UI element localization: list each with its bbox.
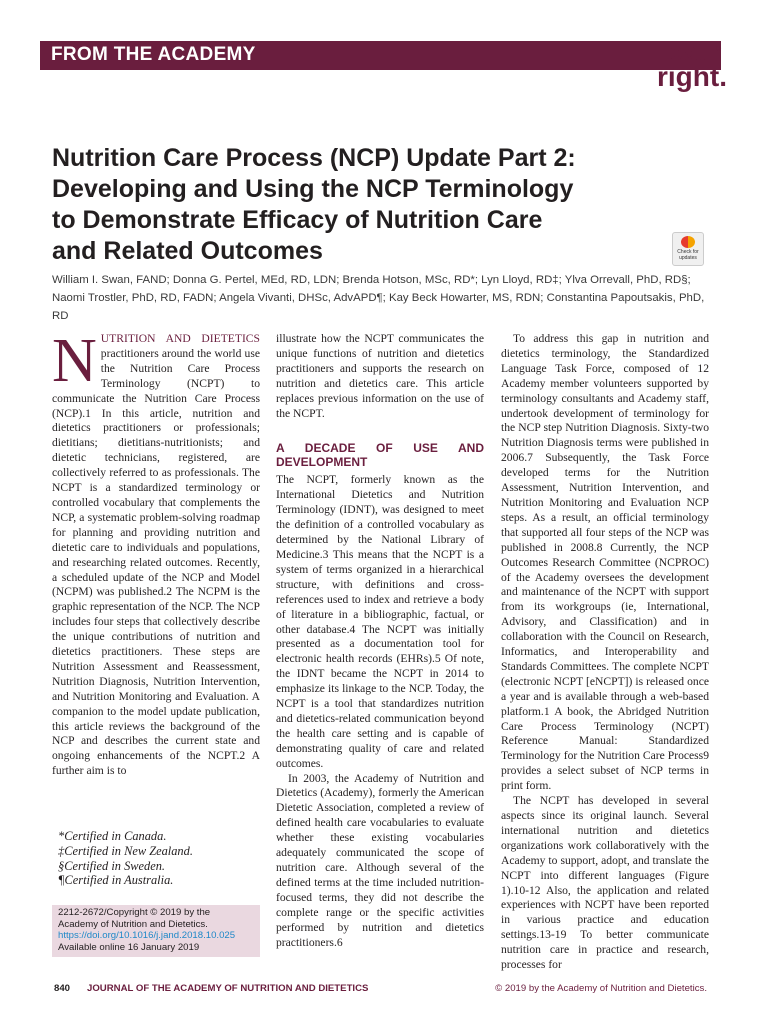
body-column-3 [501, 332, 709, 973]
note-canada: *Certified in Canada. [58, 829, 167, 843]
banner-label: FROM THE ACADEMY [51, 44, 256, 65]
author-list [52, 271, 712, 325]
body-column-2 [276, 332, 484, 950]
logo-bottom-text: right. [657, 61, 727, 92]
section-heading: A DECADE OF USE AND DEVELOPMENT [276, 441, 484, 470]
logo-top-text: eat [669, 38, 706, 66]
copyright-box [52, 905, 260, 957]
doi-link[interactable]: https://doi.org/10.1016/j.jand.2018.10.025 [58, 930, 236, 941]
crossmark-icon [681, 236, 695, 248]
eatright-logo [650, 40, 730, 92]
drop-cap: N [52, 327, 97, 395]
journal-name: JOURNAL OF THE ACADEMY OF NUTRITION AND DIETETICS [87, 983, 369, 994]
column-2-paragraph-1: The NCPT, formerly known as the International Dietetics and Nutrition Terminology (IDNT), was designed to meet the definition of a controlled vocabulary as determined by the National Library of Medicine.3 This means that the NCPT is a system of terms organized in a hierarchical structure, with definitions and cross-references used to index and retrieve a body of literature in a bibliographic, factual, or other database.4 The NCPT was initially presented as a documentation tool for electronic health records (EHRs).5 Of note, the IDNT became the NCPT in 2014 to emphasize its linkage to the NCP. Today, the NCPT is a tool that standardizes nutrition and dietetics-related communication beyond the health care setting and is capable of demonstrating quality of care and related outcomes. [276, 473, 484, 770]
note-australia: ¶Certified in Australia. [58, 873, 174, 888]
certification-notes [58, 829, 258, 888]
column-3-paragraph-2: The NCPT has developed in several aspects since its original launch. Several international nutrition and dietetics organizations work collaboratively with the Academy to support, adopt, and translate the NCPT into different languages (Figure 1).10-12 Also, the application and related experiences with NCPT have been reported in various practice and education settings.13-19 To better communicate nutrition care in practice and research, processes for [501, 794, 709, 972]
intro-paragraph [52, 327, 260, 779]
check-for-updates-badge[interactable] [672, 232, 704, 266]
title-line-3: to Demonstrate Efficacy of Nutrition Care [52, 206, 543, 234]
section-banner [40, 38, 721, 70]
column-2-paragraph-2: In 2003, the Academy of Nutrition and Dietetics (Academy), formerly the American Dietetic Association, completed a review of defined health care vocabularies to evaluate whether these existing vocabularies adequately communicated the scope of nutrition care. Although several of the defined terms at the time included nutrition-focused terms, they did not describe the complete range or the specific activities performed by nutrition and dietetics practitioners.6 [276, 771, 484, 949]
title-line-4: and Related Outcomes [52, 237, 323, 265]
article-title [52, 143, 652, 267]
crossmark-label: Check for updates [677, 249, 699, 261]
copyright-line-1: 2212-2672/Copyright © 2019 by the [58, 907, 211, 918]
title-line-2: Developing and Using the NCP Terminology [52, 175, 574, 203]
footer-copyright: © 2019 by the Academy of Nutrition and Dietetics. [495, 983, 707, 994]
page-number: 840 [54, 983, 71, 994]
column-3-paragraph-1: To address this gap in nutrition and dietetics terminology, the Standardized Language Task Force, composed of 12 Academy member volunteers supported by terminology consultants and Academy staff, undertook development of terminology for the NCP step Nutrition Diagnosis. Sixty-two Nutrition Diagnosis terms were published in 2006.7 Subsequently, the Task Force developed terms for the Nutrition Assessment, Nutrition Intervention, and Nutrition Monitoring and Evaluation NCP steps. As a result, an official terminology that supported all four steps of the NCP was published in 2008.8 Currently, the NCP Outcomes Research Committee (NCPROC) of the Academy oversees the development and maintenance of the NCPT with support from its workgroups (ie, International, Advisory, and Classification) and in collaboration with the Council on Research, Informatics, and Interoperability and Standards Committees. The complete NCPT (electronic NCPT [eNCPT]) is released once a year and is available through a web-based platform.1 A book, the Abridged Nutrition Care Process Terminology (NCPT) Reference Manual: Standardized Terminology for the Nutrition Care Process9 provides a select subset of NCP terms in print form. [501, 332, 709, 793]
note-new-zealand: ‡Certified in New Zealand. [58, 843, 193, 858]
column-2-intro: illustrate how the NCPT communicates the unique functions of nutrition and dietetics practitioners and supports the research on nutrition and dietetics care. This article replaces previous information on the use of the NCPT. [276, 332, 484, 420]
note-sweden: §Certified in Sweden. [58, 858, 166, 873]
lead-in-text: UTRITION AND DIETETICS [100, 332, 260, 345]
body-column-1 [52, 327, 260, 779]
title-line-1: Nutrition Care Process (NCP) Update Part 2: [52, 144, 576, 172]
authors-line-1: William I. Swan, FAND; Donna G. Pertel, MEd, RD, LDN; Brenda Hotson, MSc, RD*; Lyn Lloyd, RD‡; Ylva Orrevall, PhD, RD§; [52, 274, 691, 286]
available-online: Available online 16 January 2019 [58, 941, 200, 953]
intro-text: practitioners around the world use the Nutrition Care Process Terminology (NCPT) to communicate the Nutrition Care Process (NCP).1 In this article, nutrition and dietetics practitioners or professionals; dietitians; dietitians-nutritionists; and dietetic technicians, registered, are collectively referred to as professionals. The NCPT is a standardized terminology or controlled vocabulary that complements the NCP, a systematic problem-solving roadmap for planning and providing nutrition and dietetic care to individuals and populations, and researching related outcomes. Recently, a scheduled update of the NCP and Model (NCPM) was published.2 The NCPM is the graphic representation of the NCP. The NCP includes four steps that collectively describe the unique contributions of nutrition and dietetics practitioners. These steps are Nutrition Assessment and Reassessment, Nutrition Diagnosis, Nutrition Intervention, and Nutrition Monitoring and Evaluation. A companion to the model update publication, this article reviews the background of the NCP and describes the current state and ongoing enhancements of the NCPT.2 A further aim is to [52, 346, 260, 778]
logo-reg-mark: ® [716, 46, 722, 53]
authors-line-2: Naomi Trostler, PhD, RD, FADN; Angela Vivanti, DHSc, AdvAPD¶; Kay Beck Howarter, MS, RDN; Constantina Papoutsakis, PhD, RD [52, 292, 705, 322]
copyright-line-2: Academy of Nutrition and Dietetics. [58, 918, 208, 930]
